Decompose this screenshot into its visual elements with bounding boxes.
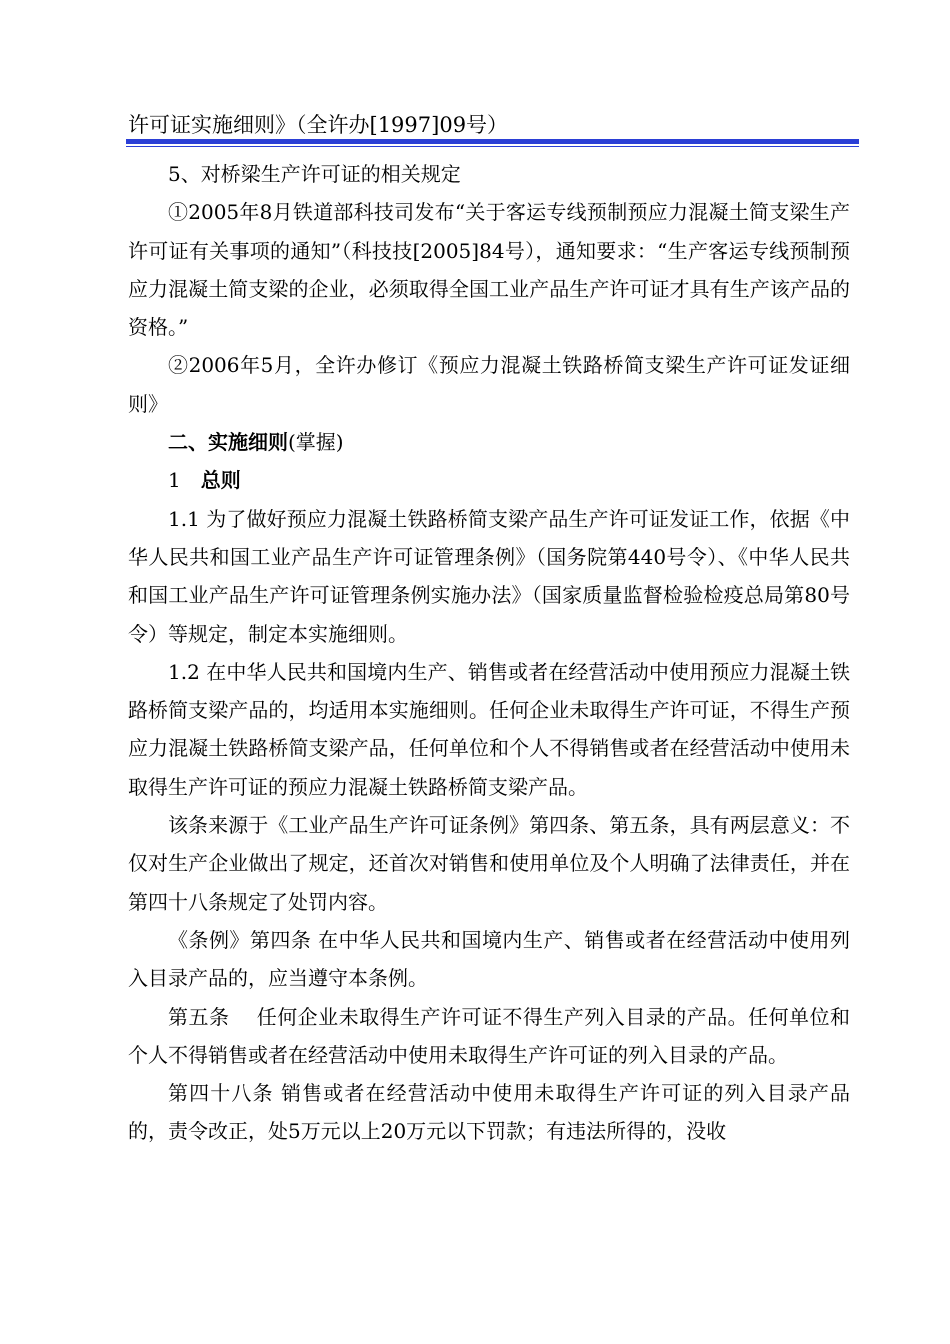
section-heading (128, 423, 850, 461)
paragraph-section-5-title: 5、对桥梁生产许可证的相关规定 (168, 162, 461, 186)
section-heading-suffix: (掌握) (288, 430, 344, 455)
subsection-heading (128, 461, 850, 499)
paragraph-explanation: 该条来源于《工业产品生产许可证条例》第四条、第五条，具有两层意义：不仅对生产企业做出了规定，还首次对销售和使用单位及个人明确了法律责任，并在第四十八条规定了处罚内容。 (128, 813, 850, 914)
paragraph-item-2: ②2006年5月，全许办修订《预应力混凝土铁路桥简支梁生产许可证发证细则》 (128, 353, 850, 416)
header-rule (126, 139, 859, 144)
body-text (128, 155, 850, 1151)
paragraph-article-48: 第四十八条 销售或者在经营活动中使用未取得生产许可证的列入目录产品的，责令改正，处5万元以上20万元以下罚款；有违法所得的，没收 (128, 1081, 850, 1144)
paragraph-1-2: 1.2 在中华人民共和国境内生产、销售或者在经营活动中使用预应力混凝土铁路桥简支梁产品的，均适用本实施细则。任何企业未取得生产许可证，不得生产预应力混凝土铁路桥简支梁产品，任何单位和个人不得销售或者在经营活动中使用未取得生产许可证的预应力混凝土铁路桥简支梁产品。 (128, 659, 850, 799)
subsection-number: 1 (168, 468, 181, 493)
running-header: 许可证实施细则》（全许办[1997]09号） (128, 113, 509, 137)
paragraph-article-5: 第五条 任何企业未取得生产许可证不得生产列入目录的产品。任何单位和个人不得销售或者在经营活动中使用未取得生产许可证的列入目录的产品。 (128, 1004, 850, 1067)
subsection-title: 总则 (200, 468, 241, 493)
section-heading-title: 二、实施细则 (168, 430, 288, 455)
header-rule-thin (126, 146, 859, 147)
paragraph-1-1: 1.1 为了做好预应力混凝土铁路桥简支梁产品生产许可证发证工作，依据《中华人民共和国工业产品生产许可证管理条例》（国务院第440号令）、《中华人民共和国工业产品生产许可证管理条例实施办法》（国家质量监督检验检疫总局第80号令）等规定，制定本实施细则。 (128, 506, 850, 646)
paragraph-article-4: 《条例》第四条 在中华人民共和国境内生产、销售或者在经营活动中使用列入目录产品的，应当遵守本条例。 (128, 927, 850, 991)
paragraph-item-1: ①2005年8月铁道部科技司发布“关于客运专线预制预应力混凝土简支梁生产许可证有关事项的通知”（科技技[2005]84号），通知要求：“生产客运专线预制预应力混凝土简支梁的企业，必须取得全国工业产品生产许可证才具有生产该产品的资格。” (128, 200, 850, 340)
